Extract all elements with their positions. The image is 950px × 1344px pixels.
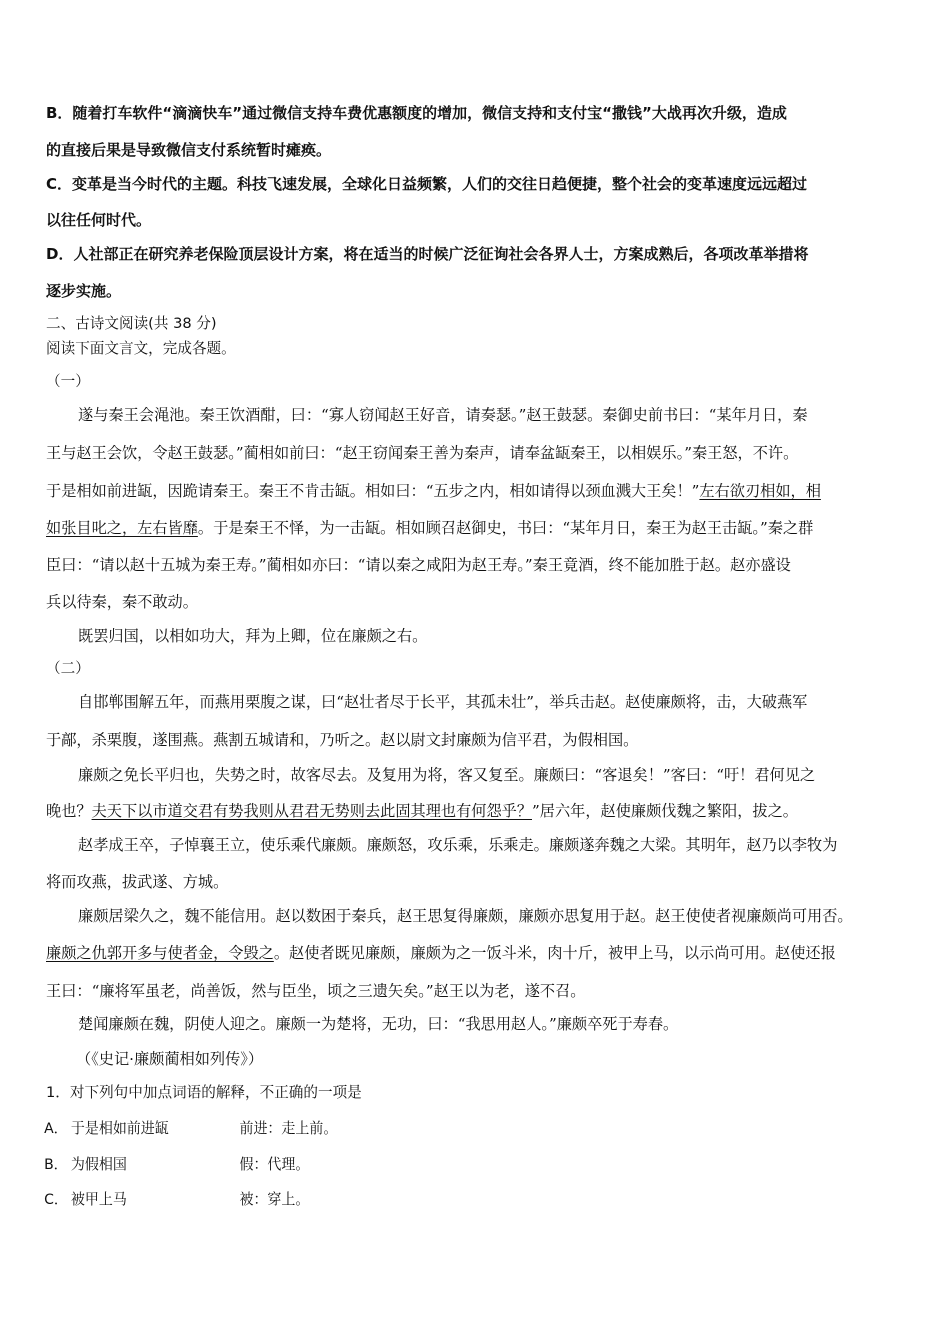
option-b-line-2: 的直接后果是导致微信支付系统暂时瘫痪。 <box>46 141 332 159</box>
option-a-label: A． <box>44 1120 68 1137</box>
option-c-line-2: 以往任何时代。 <box>46 211 152 229</box>
underlined-sentence-1a: 左右欲刃相如，相 <box>699 482 821 500</box>
passage1-line-3-text: 于是相如前进缻，因跪请秦王。秦王不肯击缻。相如曰：“五步之内，相如请得以颈血溅大王矣！” <box>46 482 700 500</box>
passage2-para4-line-2-post: 。赵使者既见廉颇，廉颇为之一饭斗米，肉十斤，被甲上马，以示尚可用。赵使还报 <box>273 944 836 962</box>
passage2-para4-line-3: 王曰：“廉将军虽老，尚善饭，然与臣坐，顷之三遗矢矣。”赵王以为老，遂不召。 <box>46 982 586 1000</box>
option-b-definition: 假：代理。 <box>239 1156 310 1173</box>
passage2-para4-line-2 <box>46 943 836 963</box>
passage2-marker: （二） <box>46 660 90 677</box>
passage2-para2-line-2 <box>46 801 798 821</box>
passage1-line-6: 兵以待秦，秦不敢动。 <box>46 593 198 611</box>
passage1-line-4-text: 。于是秦王不怿，为一击缻。相如顾召赵御史，书曰：“某年月日，秦王为赵王击缻。”秦之群 <box>197 519 814 537</box>
passage2-para1-line-1: 自邯郸围解五年，而燕用栗腹之谋，曰“赵壮者尽于长平，其孤未壮”，举兵击赵。赵使廉颇将，击，大破燕军 <box>78 693 808 711</box>
underlined-sentence-3: 廉颇之仇郭开多与使者金，令毁之 <box>46 944 274 962</box>
option-d-line-1: D．人社部正在研究养老保险顶层设计方案，将在适当的时候广泛征询社会各界人士，方案成熟后，各项改革举措将 <box>46 245 809 263</box>
section-heading: 二、古诗文阅读(共 38 分) <box>46 315 217 332</box>
option-c-line-1: C．变革是当今时代的主题。科技飞速发展，全球化日益频繁，人们的交往日趋便捷，整个社会的变革速度远远超过 <box>46 175 808 193</box>
underlined-sentence-2: 夫天下以市道交君有势我则从君君无势则去此固其理也有何怨乎？ <box>91 802 532 820</box>
option-a-definition: 前进：走上前。 <box>239 1120 338 1137</box>
option-a-term: 于是相如前进缻 <box>70 1120 169 1137</box>
option-b-line-1: B．随着打车软件“滴滴快车”通过微信支持车费优惠额度的增加，微信支持和支付宝“撒钱”大战再次升级，造成 <box>46 104 787 122</box>
passage1-line-2: 王与赵王会饮，令赵王鼓瑟。”蔺相如前曰：“赵王窃闻秦王善为秦声，请奉盆缻秦王，以相娱乐。”秦王怒，不许。 <box>46 444 799 462</box>
question1-stem: 1．对下列句中加点词语的解释，不正确的一项是 <box>46 1084 362 1101</box>
option-c-definition: 被：穿上。 <box>239 1191 310 1208</box>
passage2-para4-line-1: 廉颇居梁久之，魏不能信用。赵以数困于秦兵，赵王思复得廉颇，廉颇亦思复用于赵。赵王使使者视廉颇尚可用否。 <box>78 907 853 925</box>
option-d-line-2: 逐步实施。 <box>46 282 122 300</box>
passage1-line-4 <box>46 518 813 538</box>
passage2-para3-line-1: 赵孝成王卒，子悼襄王立，使乐乘代廉颇。廉颇怒，攻乐乘，乐乘走。廉颇遂奔魏之大梁。其明年，赵乃以李牧为 <box>78 836 838 854</box>
passage2-para2-line-2-pre: 晚也？ <box>46 802 92 820</box>
option-c-label: C． <box>44 1191 68 1208</box>
passage2-para3-line-2: 将而攻燕，拔武遂、方城。 <box>46 873 229 891</box>
passage2-para2-line-2-post: ”居六年，赵使廉颇伐魏之繁阳，拔之。 <box>532 802 798 820</box>
option-b-term: 为假相国 <box>70 1156 127 1173</box>
passage1-closing: 既罢归国，以相如功大，拜为上卿，位在廉颇之右。 <box>78 627 428 645</box>
underlined-sentence-1b: 如张目叱之，左右皆靡 <box>46 519 198 537</box>
passage2-para1-line-2: 于鄗，杀栗腹，遂围燕。燕割五城请和，乃听之。赵以尉文封廉颇为信平君，为假相国。 <box>46 731 639 749</box>
passage1-line-5: 臣曰：“请以赵十五城为秦王寿。”蔺相如亦曰：“请以秦之咸阳为赵王寿。”秦王竟酒，终不能加胜于赵。赵亦盛设 <box>46 556 791 574</box>
passage1-line-1: 遂与秦王会渑池。秦王饮酒酣，曰：“寡人窃闻赵王好音，请奏瑟。”赵王鼓瑟。秦御史前书曰：“某年月日，秦 <box>78 406 808 424</box>
passage1-line-3 <box>46 481 821 501</box>
section-instruction: 阅读下面文言文，完成各题。 <box>46 340 236 357</box>
passage2-para2-line-1: 廉颇之免长平归也，失势之时，故客尽去。及复用为将，客又复至。廉颇曰：“客退矣！”客曰：“吁！君何见之 <box>78 766 816 784</box>
option-c-term: 被甲上马 <box>70 1191 127 1208</box>
option-b-label: B． <box>44 1156 68 1173</box>
passage-source: （《史记·廉颇蔺相如列传》） <box>76 1050 264 1068</box>
passage1-marker: （一） <box>46 373 90 390</box>
passage2-para5: 楚闻廉颇在魏，阴使人迎之。廉颇一为楚将，无功，曰：“我思用赵人。”廉颇卒死于寿春。 <box>78 1015 679 1033</box>
